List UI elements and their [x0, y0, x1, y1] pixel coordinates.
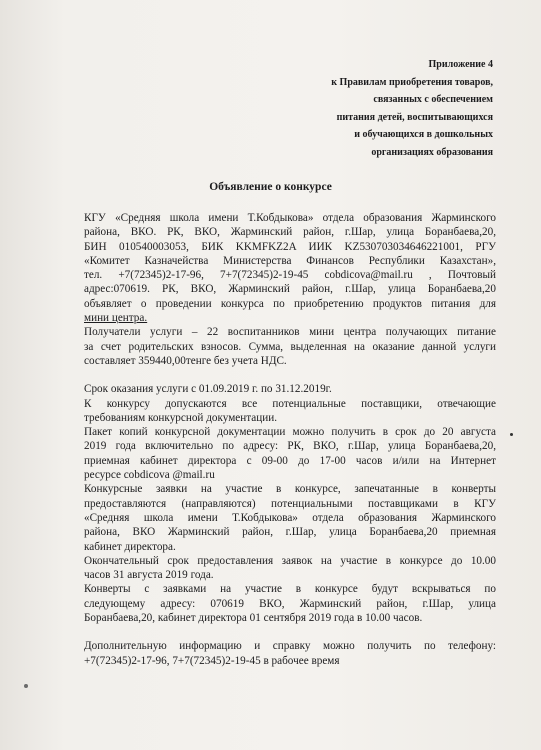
document-title: Объявление о конкурсе: [209, 181, 332, 193]
text-line: следующему адресу: 070619 ВКО, Жарминский район, г.Шар, улица: [84, 597, 496, 610]
appendix-line: связанных с обеспечением: [373, 94, 493, 105]
paragraph-period: Срок оказания услуги с 01.09.2019 г. по 31.12.2019г.: [84, 383, 332, 396]
text-line: Конкурсные заявки на участие в конкурсе, запечатанные в конверты: [84, 483, 496, 496]
text-line: Получатели услуги – 22 воспитанников мини центра получающих питание: [84, 326, 496, 339]
text-line: Окончательный срок предоставления заявок на участие в конкурсе до 10.00: [84, 554, 496, 567]
paragraph-gap: [84, 625, 496, 639]
text-line: кабинет директора.: [84, 540, 176, 553]
text-line: +7(72345)2-17-96, 7+7(72345)2-19-45 в рабочее время: [84, 654, 340, 667]
text-line: Дополнительную информацию и справку можно получить по телефону:: [84, 640, 496, 653]
paragraph-gap: [84, 368, 496, 382]
paragraph-intro: [84, 211, 496, 325]
text-line: ресурсе cobdicova @mail.ru: [84, 469, 215, 482]
text-line: объявляет о проведении конкурса по приобретению продуктов питания для: [84, 297, 496, 310]
text-line: КГУ «Средняя школа имени Т.Кобдыкова» отдела образования Жарминского: [84, 212, 496, 224]
appendix-line: Приложение 4: [428, 59, 493, 70]
paragraph-admission: [84, 397, 496, 426]
text-line: часов 31 августа 2019 года.: [84, 569, 214, 582]
appendix-header: [253, 56, 493, 161]
text-line: Пакет копий конкурсной документации можно получить в срок до 20 августа: [84, 426, 496, 439]
paragraph-recipients: [84, 325, 496, 368]
text-line: «Средняя школа имени Т.Кобдыкова» отдела образования Жарминского: [84, 511, 496, 524]
document-body: [84, 211, 496, 668]
appendix-line: к Правилам приобретения товаров,: [331, 76, 493, 88]
text-line: Конверты с заявками на участие в конкурсе будут вскрываться по: [84, 583, 496, 596]
paragraph-contact: [84, 639, 496, 668]
text-line: «Комитет Казначейства Министерства Финансов Республики Казахстан»,: [84, 254, 496, 267]
text-line: [84, 311, 496, 325]
text-line: К конкурсу допускаются все потенциальные поставщики, отвечающие: [84, 397, 496, 410]
paragraph-opening: [84, 582, 496, 625]
text-line: требованиям конкурсной документации.: [84, 411, 277, 424]
paragraph-package: [84, 425, 496, 482]
text-line: составляет 359440,00тенге без учета НДС.: [84, 354, 287, 367]
paragraph-applications: [84, 482, 496, 553]
text-line: адрес:070619. РК, ВКО, Жарминский район, г.Шар, улица Боранбаева,20: [84, 283, 496, 296]
appendix-line: и обучающихся в дошкольных: [354, 129, 493, 140]
appendix-line: питания детей, воспитывающихся: [336, 111, 493, 123]
text-line: за счет родительских взносов. Сумма, выделенная на оказание данной услуги: [84, 340, 496, 353]
text-line: тел. +7(72345)2-17-96, 7+7(72345)2-19-45 cobdicova@mail.ru , Почтовый: [84, 269, 496, 282]
text-line: предоставляются (направляются) потенциальными поставщиками в КГУ: [84, 497, 496, 510]
text-line: приемная кабинет директора с 09-00 до 17-00 часов и/или на Интернет: [84, 454, 496, 467]
text-line: района, ВКО. РК, ВКО, Жарминский район, г.Шар, улица Боранбаева,20,: [84, 226, 496, 239]
text-line: БИН 010540003053, БИК KKMFKZ2A ИИК KZ530703034646221001, РГУ: [84, 240, 496, 253]
scan-speck: [24, 684, 28, 688]
text-line: района, ВКО Жарминский район, г.Шар, улица Боранбаева,20 приемная: [84, 526, 496, 539]
text-line: 2019 года включительно по адресу: РК, ВКО, г.Шар, улица Боранбаева,20,: [84, 440, 496, 453]
appendix-line: организациях образования: [371, 146, 493, 158]
text-line: Боранбаева,20, кабинет директора 01 сентября 2019 года в 10.00 часов.: [84, 612, 423, 625]
paragraph-deadline: [84, 554, 496, 583]
scan-speck: [510, 433, 513, 436]
underlined-text: мини центра.: [84, 312, 148, 325]
